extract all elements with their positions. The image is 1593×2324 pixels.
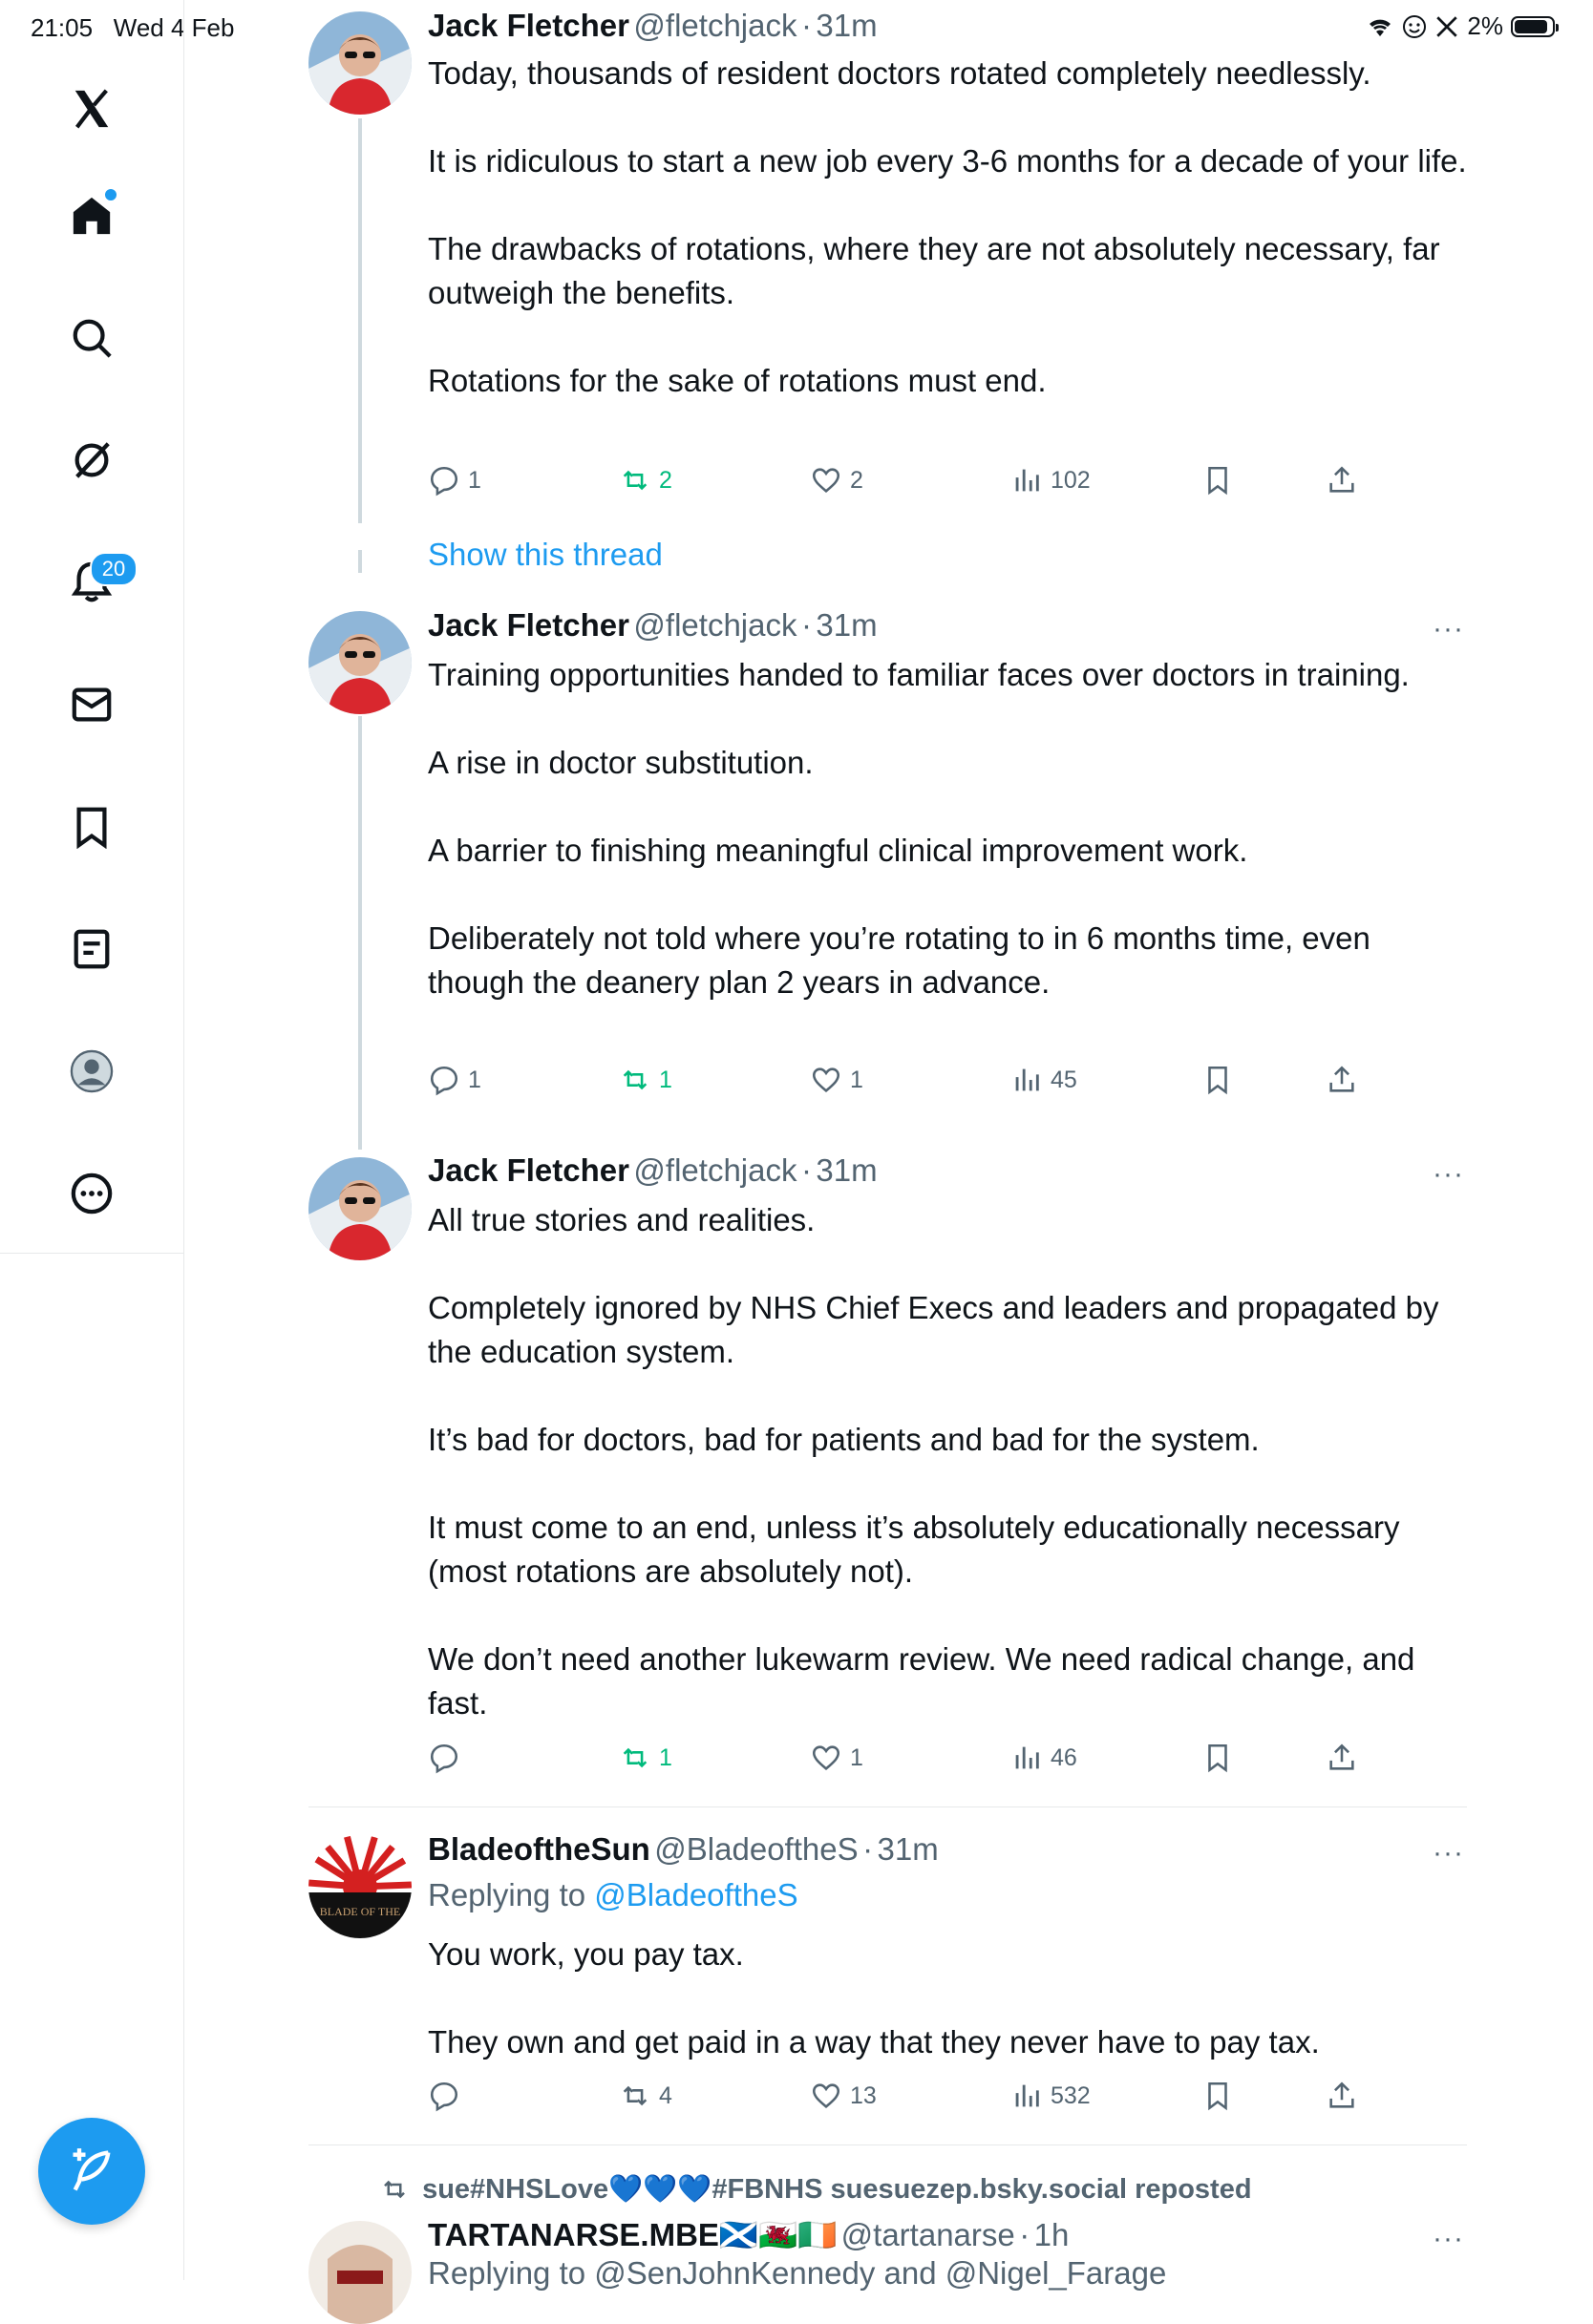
post-paragraph: Completely ignored by NHS Chief Execs and leaders and propagated by the education system.: [428, 1290, 1439, 1369]
views-button[interactable]: [1010, 1742, 1077, 1774]
bookmark-icon: [1201, 2080, 1234, 2112]
reply-icon: [428, 1064, 460, 1096]
post-actions: [428, 464, 1469, 502]
author-name[interactable]: Jack Fletcher: [428, 1152, 629, 1188]
post-actions: [428, 1064, 1469, 1102]
repost-count: 1: [659, 1066, 672, 1093]
bookmark-button[interactable]: [1201, 1742, 1234, 1774]
like-button[interactable]: [810, 464, 863, 496]
compose-icon: [67, 2146, 117, 2196]
author-handle[interactable]: @BladeoftheS: [654, 1831, 859, 1867]
heart-icon: [810, 2080, 842, 2112]
bookmark-button[interactable]: [1201, 2080, 1234, 2112]
post-text: [428, 1933, 1469, 2064]
views-icon: [1010, 1064, 1043, 1096]
repost-button[interactable]: [619, 1064, 672, 1096]
views-button[interactable]: [1010, 1064, 1077, 1096]
post-paragraph: You work, you pay tax.: [428, 1936, 744, 1972]
bookmark-button[interactable]: [1201, 1064, 1234, 1096]
repost-button[interactable]: [619, 1742, 672, 1774]
repost-notice[interactable]: [380, 2173, 1252, 2206]
share-button[interactable]: [1326, 1742, 1358, 1774]
sidebar: [0, 0, 184, 2280]
repost-icon: [619, 1064, 651, 1096]
share-icon: [1326, 2080, 1358, 2112]
view-count: 532: [1051, 2081, 1091, 2109]
repost-icon: [619, 1742, 651, 1774]
bookmark-icon: [1201, 1064, 1234, 1096]
more-icon[interactable]: [63, 1165, 120, 1222]
share-icon: [1326, 464, 1358, 496]
post-paragraph: A barrier to finishing meaningful clinical improvement work.: [428, 833, 1248, 868]
post-text: [428, 653, 1469, 1004]
reply-icon: [428, 464, 460, 496]
thread-line-dotted: [358, 550, 362, 573]
author-name[interactable]: BladeoftheSun: [428, 1831, 650, 1867]
views-button[interactable]: [1010, 2080, 1091, 2112]
battery-percent: 2%: [1467, 11, 1503, 40]
replying-to-link[interactable]: @BladeoftheS: [594, 1877, 798, 1912]
repost-button[interactable]: [619, 2080, 672, 2112]
more-options-button[interactable]: ···: [1433, 1158, 1464, 1190]
author-name[interactable]: Jack Fletcher: [428, 8, 629, 43]
post-time[interactable]: 31m: [816, 607, 878, 643]
post-paragraph: It must come to an end, unless it’s absolutely educationally necessary (most rotations are absolutely not).: [428, 1510, 1400, 1589]
reply-icon: [428, 1742, 460, 1774]
emoji-status-icon: [1402, 14, 1427, 39]
wifi-icon: [1366, 15, 1394, 38]
author-name[interactable]: Jack Fletcher: [428, 607, 629, 643]
share-icon: [1326, 1742, 1358, 1774]
like-count: 1: [850, 1743, 863, 1771]
status-indicators: [1366, 11, 1555, 41]
post-text: [428, 52, 1469, 403]
reply-count: 1: [468, 1066, 481, 1093]
date: Wed 4 Feb: [113, 13, 235, 42]
separator-dot: ·: [800, 1152, 812, 1188]
separator-dot: ·: [1019, 2217, 1030, 2252]
post-paragraph: Rotations for the sake of rotations must end.: [428, 363, 1047, 398]
post-paragraph: It’s bad for doctors, bad for patients and bad for the system.: [428, 1422, 1260, 1457]
replying-to: [428, 1877, 798, 1913]
repost-count: 2: [659, 466, 672, 494]
repost-count: 4: [659, 2081, 672, 2109]
post-text: [428, 1198, 1469, 1725]
like-button[interactable]: [810, 1064, 863, 1096]
share-button[interactable]: [1326, 1064, 1358, 1096]
view-count: 102: [1051, 466, 1091, 494]
reply-icon: [428, 2080, 460, 2112]
x-logo-icon[interactable]: [63, 80, 120, 137]
post-paragraph: All true stories and realities.: [428, 1202, 816, 1237]
avatar[interactable]: [308, 2221, 412, 2324]
avatar[interactable]: [308, 1835, 412, 1938]
clock: 21:05: [31, 13, 94, 42]
post-header: [428, 1831, 939, 1868]
post-paragraph: The drawbacks of rotations, where they are not absolutely necessary, far outweigh the benefits.: [428, 231, 1440, 310]
more-options-button[interactable]: ···: [1433, 1837, 1464, 1869]
more-options-button[interactable]: ···: [1433, 613, 1464, 644]
author-handle[interactable]: @fletchjack: [633, 8, 797, 43]
views-button[interactable]: [1010, 464, 1091, 496]
post-divider: [308, 1806, 1467, 1807]
repost-button[interactable]: [619, 464, 672, 496]
heart-icon: [810, 464, 842, 496]
profile-icon[interactable]: [63, 1043, 120, 1100]
avatar[interactable]: [308, 611, 412, 714]
bookmarks-icon[interactable]: [63, 798, 120, 856]
repost-notice-text[interactable]: sue#NHSLove💙💙💙#FBNHS suesuezep.bsky.social reposted: [422, 2174, 1252, 2205]
post-paragraph: We don’t need another lukewarm review. We need radical change, and fast.: [428, 1641, 1415, 1721]
reply-button[interactable]: [428, 464, 481, 496]
messages-icon[interactable]: [63, 676, 120, 733]
post-actions: [428, 1742, 1469, 1780]
post-paragraph: Deliberately not told where you’re rotating to in 6 months time, even though the deanery plan 2 years in advance.: [428, 920, 1370, 1000]
repost-count: 1: [659, 1743, 672, 1771]
like-button[interactable]: [810, 2080, 877, 2112]
reply-count: 1: [468, 466, 481, 494]
author-name[interactable]: TARTANARSE.MBE🏴󠁧󠁢󠁳󠁣󠁴󠁿🏴󠁧󠁢󠁷󠁬󠁳󠁿🇮🇪: [428, 2217, 838, 2252]
share-button[interactable]: [1326, 2080, 1358, 2112]
separator-dot: ·: [800, 607, 812, 643]
share-icon: [1326, 1064, 1358, 1096]
bookmark-icon: [1201, 1742, 1234, 1774]
post-actions: [428, 2080, 1469, 2118]
author-handle[interactable]: @fletchjack: [633, 1152, 797, 1188]
thread-line: [358, 118, 362, 523]
compose-button[interactable]: [38, 2118, 145, 2225]
more-options-button[interactable]: ···: [1433, 2223, 1464, 2254]
repost-icon: [380, 2175, 409, 2204]
search-icon[interactable]: [63, 309, 120, 367]
separator-dot: ·: [862, 1831, 874, 1867]
post-divider: [308, 2144, 1467, 2145]
view-count: 45: [1051, 1066, 1077, 1093]
x-status-icon: [1434, 14, 1459, 39]
battery-icon: [1511, 16, 1555, 37]
author-handle[interactable]: @tartanarse: [840, 2217, 1015, 2252]
views-icon: [1010, 2080, 1043, 2112]
show-thread-link[interactable]: Show this thread: [428, 537, 663, 572]
post-time[interactable]: 1h: [1033, 2217, 1070, 2252]
post-time[interactable]: 31m: [816, 1152, 878, 1188]
like-button[interactable]: [810, 1742, 863, 1774]
post-paragraph: Today, thousands of resident doctors rotated completely needlessly.: [428, 55, 1371, 91]
grok-icon[interactable]: [63, 432, 120, 489]
avatar-text: BLADE OF THE: [319, 1905, 401, 1918]
repost-icon: [619, 464, 651, 496]
post-paragraph: Training opportunities handed to familiar faces over doctors in training.: [428, 657, 1410, 692]
heart-icon: [810, 1742, 842, 1774]
post-paragraph: They own and get paid in a way that they never have to pay tax.: [428, 2024, 1320, 2060]
avatar[interactable]: [308, 1157, 412, 1260]
post-paragraph: It is ridiculous to start a new job every 3-6 months for a decade of your life.: [428, 143, 1467, 179]
avatar[interactable]: [308, 11, 412, 115]
author-handle[interactable]: @fletchjack: [633, 607, 797, 643]
share-button[interactable]: [1326, 464, 1358, 496]
like-count: 2: [850, 466, 863, 494]
notification-count-badge: 20: [90, 552, 138, 586]
thread-line: [358, 716, 362, 1150]
view-count: 46: [1051, 1743, 1077, 1771]
separator-dot: ·: [800, 8, 812, 43]
replying-to: Replying to @SenJohnKennedy and @Nigel_Farage: [428, 2255, 1167, 2291]
post-time[interactable]: 31m: [816, 8, 878, 43]
reply-button[interactable]: [428, 2080, 468, 2112]
views-icon: [1010, 1742, 1043, 1774]
bookmark-button[interactable]: [1201, 464, 1234, 496]
heart-icon: [810, 1064, 842, 1096]
like-count: 1: [850, 1066, 863, 1093]
replying-label: Replying to: [428, 1877, 586, 1912]
repost-icon: [619, 2080, 651, 2112]
reply-button[interactable]: [428, 1742, 468, 1774]
post-header: [428, 2217, 1069, 2254]
post-header: [428, 607, 878, 644]
lists-icon[interactable]: [63, 920, 120, 978]
views-icon: [1010, 464, 1043, 496]
like-count: 13: [850, 2081, 877, 2109]
home-new-indicator: [103, 187, 118, 202]
reply-button[interactable]: [428, 1064, 481, 1096]
post-time[interactable]: 31m: [877, 1831, 939, 1867]
post-header: [428, 1152, 878, 1189]
post-paragraph: A rise in doctor substitution.: [428, 745, 814, 780]
bookmark-icon: [1201, 464, 1234, 496]
post-header: [428, 8, 878, 44]
sidebar-divider: [0, 1253, 183, 1254]
